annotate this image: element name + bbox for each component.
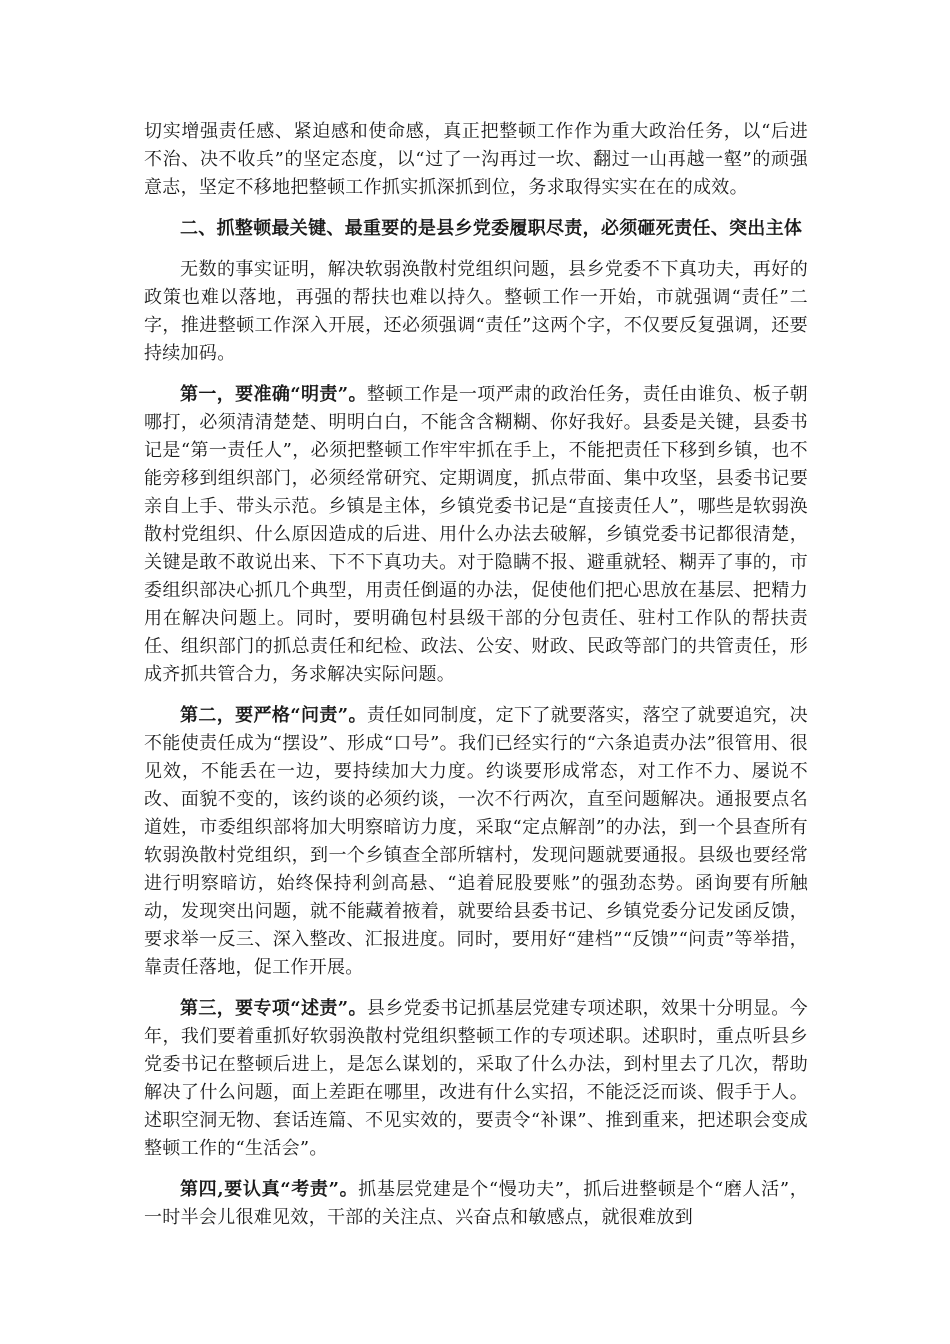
paragraph-body: 抓基层党建是个“慢功夫”，抓后进整顿是个“磨人活”，一时半会儿很难见效，干部的关注点、兴奋点和敏感点，就很难放到	[144, 1179, 808, 1228]
paragraph-body: 整顿工作是一项严肃的政治任务，责任由谁负、板子朝哪打，必须清清楚楚、明明白白，不能含含糊糊、你好我好。县委是关键，县委书记是“第一责任人”，必须把整顿工作牢牢抓在手上，不能把责任下移到乡镇，也不能旁移到组织部门，必须经常研究、定期调度，抓点带面、集中攻坚，县委书记要亲自上手、带头示范。乡镇是主体，乡镇党委书记是“直接责任人”，哪些是软弱涣散村党组织、什么原因造成的后进、用什么办法去破解，乡镇党委书记都很清楚，关键是敢不敢说出来、下不下真功夫。对于隐瞒不报、避重就轻、糊弄了事的，市委组织部决心抓几个典型，用责任倒逼的办法，促使他们把心思放在基层、把精力用在解决问题上。同时，要明确包村县级干部的分包责任、驻村工作队的帮扶责任、组织部门的抓总责任和纪检、政法、公安、财政、民政等部门的共管责任，形成齐抓共管合力，务求解决实际问题。	[144, 384, 808, 685]
document-page	[144, 118, 808, 1245]
paragraph-clarify-responsibility	[144, 381, 808, 689]
section-heading: 二、抓整顿最关键、最重要的是县乡党委履职尽责，必须砸死责任、突出主体	[180, 218, 803, 239]
paragraph-intro: 切实增强责任感、紧迫感和使命感，真正把整顿工作作为重大政治任务，以“后进不治、决不收兵”的坚定态度，以“过了一沟再过一坎、翻过一山再越一壑”的顽强意志，坚定不移地把整顿工作抓实抓深抓到位，务求取得实实在在的成效。	[144, 121, 808, 198]
paragraph-body: 责任如同制度，定下了就要落实，落空了就要追究，决不能使责任成为“摆设”、形成“口号”。我们已经实行的“六条追责办法”很管用、很见效，不能丢在一边，要持续加大力度。约谈要形成常态，对工作不力、屡说不改、面貌不变的，该约谈的必须约谈，一次不行两次，直至问题解决。通报要点名道姓，市委组织部将加大明察暗访力度，采取“定点解剖”的办法，到一个县查所有软弱涣散村党组织，到一个乡镇查全部所辖村，发现问题就要通报。县级也要经常进行明察暗访，始终保持利剑高悬、“追着屁股要账”的强劲态势。函询要有所触动，发现突出问题，就不能藏着掖着，就要给县委书记、乡镇党委分记发函反馈，要求举一反三、深入整改、汇报进度。同时，要用好“建档”“反馈”“问责”等举措，靠责任落地，促工作开展。	[144, 705, 808, 978]
paragraph-report-duty	[144, 995, 808, 1163]
paragraph-lead: 第二，要严格“问责”。	[180, 705, 367, 726]
paragraph-accountability	[144, 702, 808, 982]
paragraph-responsibility-intro: 无数的事实证明，解决软弱涣散村党组织问题，县乡党委不下真功夫，再好的政策也难以落地，再强的帮扶也难以持久。整顿工作一开始，市就强调“责任”二字，推进整顿工作深入开展，还必须强调“责任”这两个字，不仅要反复强调，还要持续加码。	[144, 259, 808, 364]
paragraph-lead: 第三，要专项“述责”。	[180, 998, 367, 1019]
paragraph-lead: 第四,要认真“考责”。	[180, 1179, 359, 1200]
paragraph-assess-duty	[144, 1176, 808, 1232]
paragraph-body: 县乡党委书记抓基层党建专项述职，效果十分明显。今年，我们要着重抓好软弱涣散村党组织整顿工作的专项述职。述职时，重点听县乡党委书记在整顿后进上，是怎么谋划的，采取了什么办法，到村里去了几次，帮助解决了什么问题，面上差距在哪里，改进有什么实招，不能泛泛而谈、假手于人。述职空洞无物、套话连篇、不见实效的，要责令“补课”、推到重来，把述职会变成整顿工作的“生活会”。	[144, 998, 808, 1159]
paragraph-lead: 第一，要准确“明责”。	[180, 384, 367, 405]
